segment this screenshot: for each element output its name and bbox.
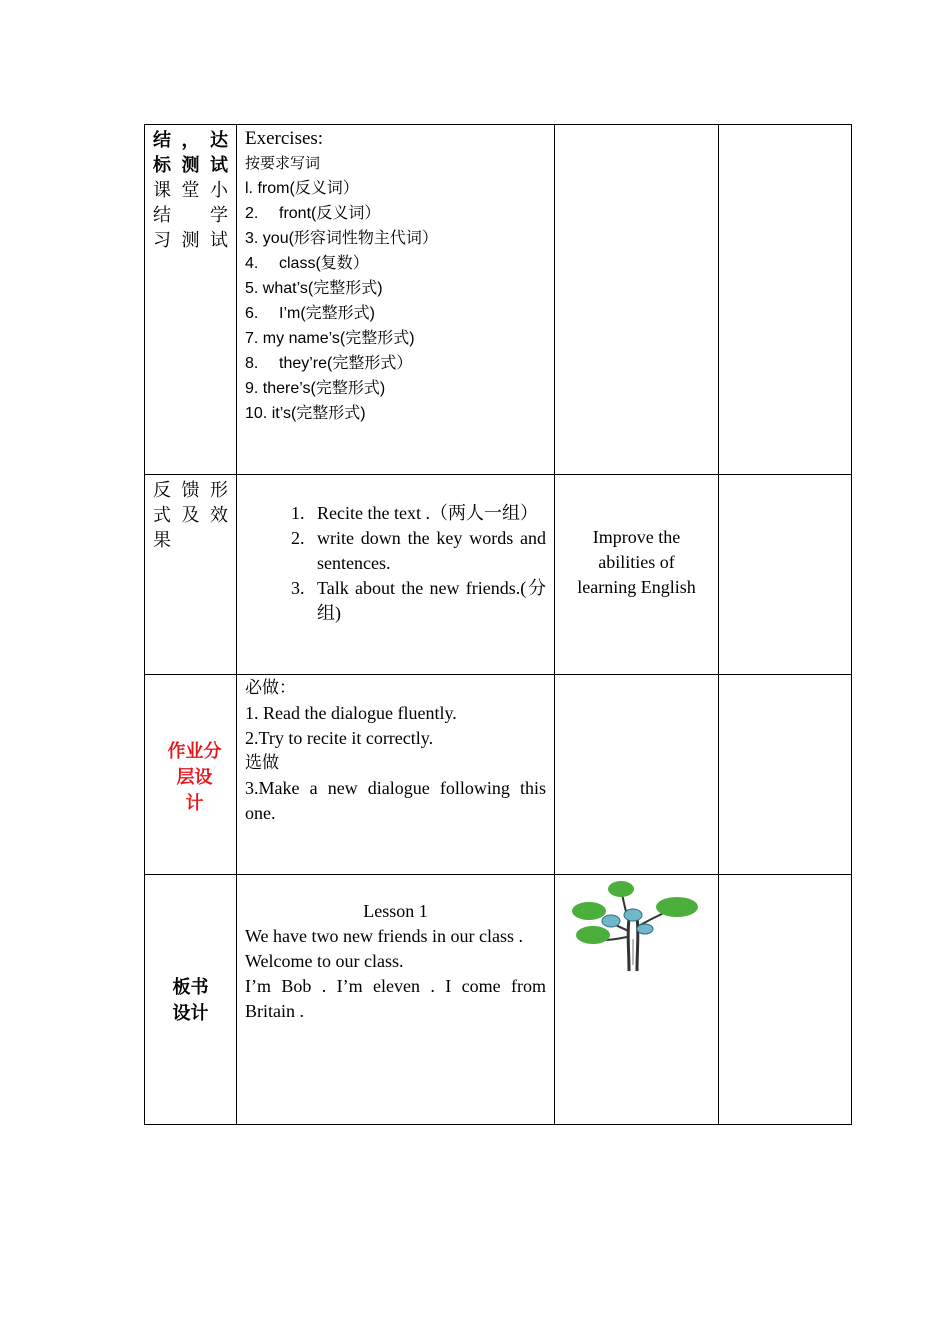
required-title: 必做： (245, 678, 296, 698)
feedback-list (237, 501, 546, 626)
exercise-text: class(复数） (279, 255, 369, 272)
exercise-number: 7. (245, 330, 259, 347)
test-notes-cell (719, 125, 852, 475)
feedback-item: 1. Recite the text .（两人一组） (309, 501, 546, 526)
board-line: We have two new friends in our class . (245, 926, 523, 946)
homework-purpose-cell (555, 675, 719, 875)
exercise-number: 10. (245, 405, 268, 422)
exercise-item (245, 251, 546, 276)
row-test (145, 125, 852, 475)
exercise-text: front(反义词） (279, 205, 381, 222)
exercise-text: I’m(完整形式) (279, 305, 375, 322)
feedback-label-cell (145, 475, 237, 675)
board-label: 板书 设计 (172, 977, 209, 1024)
exercise-number: 6. (245, 305, 259, 322)
lesson-plan-table (144, 124, 852, 1125)
optional-item: 3.Make a new dialogue following this one. (245, 778, 546, 823)
exercise-item (245, 276, 546, 301)
required-item: 1. Read the dialogue fluently. (245, 703, 457, 723)
homework-label-cell (145, 675, 237, 875)
test-purpose-cell (555, 125, 719, 475)
exercise-item (245, 176, 546, 201)
exercise-number: 9. (245, 380, 259, 397)
feedback-item: 3. Talk about the new friends.(分组) (309, 576, 546, 626)
board-content-cell (237, 875, 555, 1125)
exercise-number: 4. (245, 255, 259, 272)
exercise-number: 5. (245, 280, 259, 297)
exercise-text: you(形容词性物主代词） (262, 230, 438, 247)
exercise-number: 3. (245, 230, 259, 247)
board-image-cell (555, 875, 719, 1125)
exercise-item (245, 201, 546, 226)
row-feedback (145, 475, 852, 675)
row-homework (145, 675, 852, 875)
exercise-text: from(反义词） (257, 180, 359, 197)
board-title: Lesson 1 (363, 901, 428, 921)
feedback-label: 反馈形 式及效 果 (153, 480, 228, 551)
board-notes-cell (719, 875, 852, 1125)
exercise-text: there’s(完整形式) (262, 380, 386, 397)
homework-label: 作业分 层设 计 (167, 741, 222, 814)
exercise-item (245, 226, 546, 251)
exercise-number: 8. (245, 355, 259, 372)
exercise-item (245, 351, 546, 376)
feedback-purpose-cell (555, 475, 719, 675)
exercise-number: 2. (245, 205, 259, 222)
mind-map-tree-icon (567, 879, 699, 971)
board-line: Welcome to our class. (245, 951, 404, 971)
exercise-text: they’re(完整形式） (279, 355, 413, 372)
homework-content-cell (237, 675, 555, 875)
exercise-item (245, 326, 546, 351)
feedback-notes-cell (719, 475, 852, 675)
optional-title: 选做 (245, 753, 279, 773)
row-board (145, 875, 852, 1125)
exercises-instruction: 按要求写词 (245, 154, 321, 172)
feedback-purpose: Improve the abilities of learning English (577, 527, 696, 597)
exercise-text: my name’s(完整形式) (262, 330, 415, 347)
feedback-content-cell (237, 475, 555, 675)
test-label-cell (145, 125, 237, 475)
exercise-list (245, 176, 546, 426)
homework-notes-cell (719, 675, 852, 875)
required-item: 2.Try to recite it correctly. (245, 728, 434, 748)
exercises-title: Exercises: (245, 128, 324, 149)
exercise-number: l. (245, 180, 253, 197)
board-label-cell (145, 875, 237, 1125)
exercise-item (245, 401, 546, 426)
board-line: I’m Bob . I’m eleven . I come from Britain . (245, 976, 546, 1021)
test-label: 结，达 标测试 课堂小 结 学 习测试 (153, 130, 228, 251)
exercise-item (245, 376, 546, 401)
exercise-text: what’s(完整形式) (262, 280, 383, 297)
exercise-text: it’s(完整形式) (271, 405, 366, 422)
feedback-item: 2. write down the key words and sentences. (309, 526, 546, 576)
exercise-item (245, 301, 546, 326)
exercises-cell (237, 125, 555, 475)
